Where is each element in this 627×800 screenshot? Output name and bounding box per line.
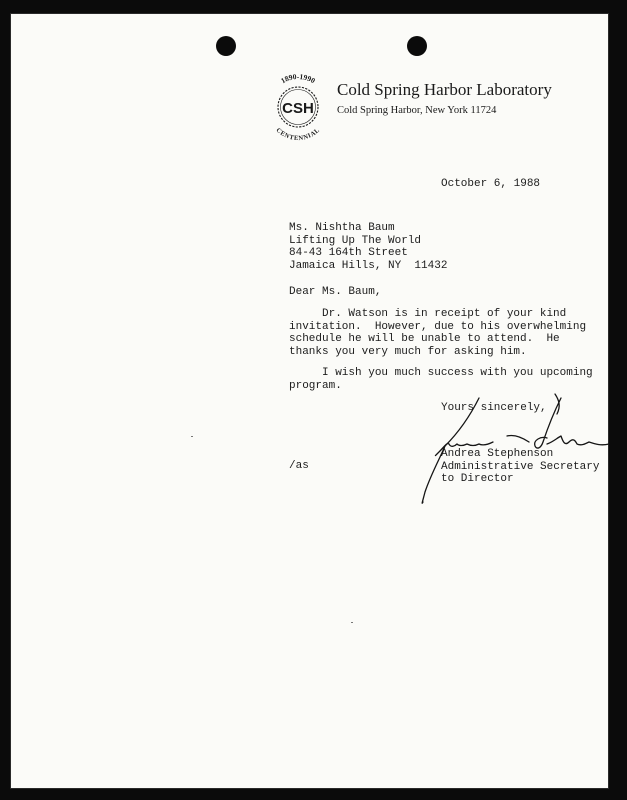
body-line: Dr. Watson is in receipt of your kind (289, 308, 567, 320)
typist-initials: /as (289, 460, 309, 472)
body-paragraph-1 (289, 308, 586, 358)
body-line: program. (289, 379, 342, 392)
binder-hole-left (216, 36, 236, 56)
logo-letters: CSH (282, 100, 314, 117)
paper-speck (191, 436, 193, 437)
recipient-line: 84-43 164th Street (289, 247, 408, 260)
signer-name: Andrea Stephenson (441, 448, 554, 460)
body-line: schedule he will be unable to attend. He (289, 333, 560, 346)
recipient-address (289, 222, 447, 272)
closing: Yours sincerely, (441, 402, 547, 414)
paper-speck (351, 622, 353, 623)
body-line: invitation. However, due to his overwhelming (289, 320, 587, 333)
letter-date: October 6, 1988 (441, 178, 541, 190)
body-line: I wish you much success with you upcoming (289, 367, 593, 379)
logo-years: 1890-1990 (279, 72, 317, 86)
logo-centennial: CENTENNIAL (274, 126, 322, 143)
organization-name: Cold Spring Harbor Laboratory (337, 80, 552, 99)
svg-text:CENTENNIAL (275, 127, 322, 142)
handwritten-signature-icon (411, 384, 611, 509)
organization-address: Cold Spring Harbor, New York 11724 (337, 105, 497, 116)
recipient-line: Lifting Up The World (289, 234, 422, 247)
binder-hole-right (407, 36, 427, 56)
signer-title: Administrative Secretary (441, 460, 600, 473)
svg-text:1890-1990 (279, 72, 317, 85)
recipient-line: Jamaica Hills, NY 11432 (289, 259, 448, 272)
recipient-line: Ms. Nishtha Baum (289, 222, 395, 234)
salutation: Dear Ms. Baum, (289, 286, 382, 298)
body-line: thanks you very much for asking him. (289, 345, 527, 358)
signer-title: to Director (441, 473, 514, 486)
letter-page (11, 14, 608, 788)
csh-centennial-logo-icon (261, 70, 335, 144)
